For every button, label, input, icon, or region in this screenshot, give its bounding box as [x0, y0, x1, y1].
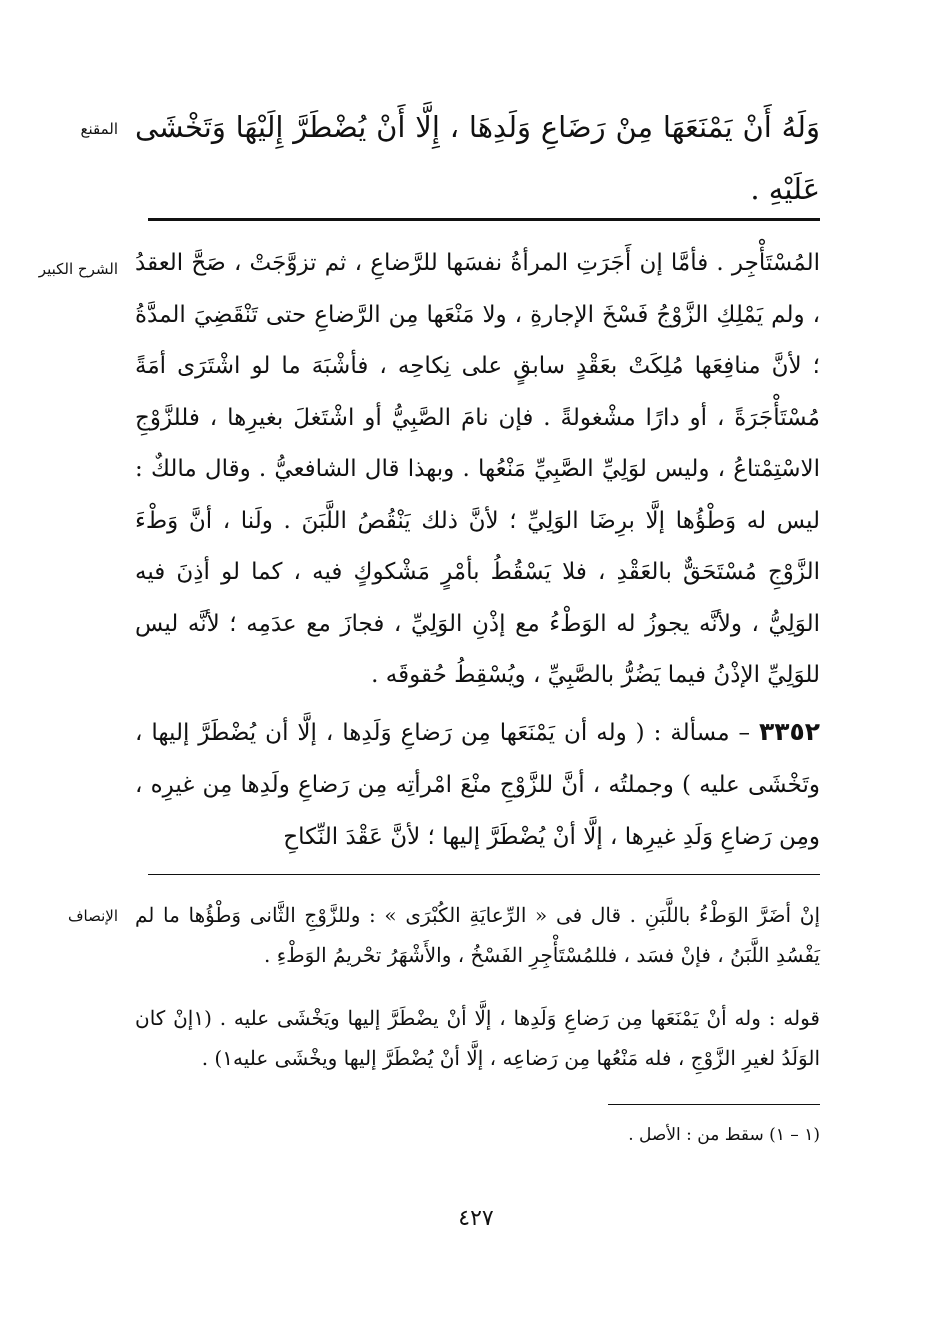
muqni-text: وَلَهُ أَنْ يَمْنَعَهَا مِنْ رَضَاعِ وَلَدِهَا ، إِلَّا أَنْ يُضْطَرَّ إِلَيْهَا وَتَخْشَى عَلَيْهِ .	[135, 110, 820, 206]
masala-number: ٣٣٥٢	[758, 717, 820, 746]
footnote-divider	[608, 1104, 820, 1105]
section-divider-thin	[148, 874, 820, 875]
sharh-text-block	[135, 238, 820, 702]
footnote-block	[135, 1120, 820, 1150]
muqni-text-block	[135, 96, 820, 220]
qawluh-text-block	[135, 998, 820, 1078]
sharh-label: الشرح الكبير	[38, 260, 118, 278]
qawluh-text: قوله : وله أنْ يَمْنَعَها مِن رَضاعِ وَلَدِها ، إلَّا أنْ يضْطَرَّ إليها ويَخْشَى عليه . (١إنْ كان الوَلَدُ لغيرِ الزَّوْجِ ، فله مَنْعُها مِن رَضاعِه ، إلَّا أنْ يُضْطَرَّ إليها ويخْشَى عليه١) .	[135, 1006, 820, 1070]
sharh-text: المُسْتَأْجِر . فأمَّا إن أَجَرَتِ المرأةُ نفسَها للرَّضاعِ ، ثم تزوَّجَتْ ، صَحَّ العقدُ ، ولم يَمْلِكِ الزَّوْجُ فَسْخَ الإجارةِ ، ولا مَنْعَها مِن الرَّضاعِ حتى تَنْقَضِيَ المدَّةُ ؛ لأنَّ منافِعَها مُلِكَتْ بعَقْدٍ سابقٍ على نِكاحِه ، فأشْبَهَ ما لو اشْتَرَى أمَةً مُسْتَأْجَرَةً ، أو دارًا مشْغولةً . فإن نامَ الصَّبِيُّ أو اشْتَغلَ بغيرِها ، فللزَّوْجِ الاسْتِمْتاعُ ، وليس لوَلِيِّ الصَّبِيِّ مَنْعُها . وبهذا قال الشافعيُّ . وقال مالكٌ : ليس له وَطْؤُها إلَّا برِضَا الوَلِيِّ ؛ لأنَّ ذلك يَنْقُصُ اللَّبَنَ . ولَنا ، أنَّ وَطْءَ الزَّوْجِ مُسْتَحَقٌّ بالعَقْدِ ، فلا يَسْقُطُ بأمْرٍ مَشْكوكٍ فيه ، كما لو أذِنَ فيه الوَلِيُّ ، ولأنَّه يجوزُ له الوَطْءُ مع إذْنِ الوَلِيِّ ، فجازَ مع عدَمِه ؛ لأنَّه ليس للوَلِيِّ الإذْنُ فيما يَضُرُّ بالصَّبِيِّ ، ويُسْقِطُ حُقوقَه .	[135, 250, 820, 688]
section-divider-thick	[148, 218, 820, 221]
masala-text: – مسألة : ( وله أن يَمْنَعَها مِن رَضاعِ وَلَدِها ، إلَّا أن يُضْطَرَّ إليها ، وتَخْشَى عليه ) وجملتُه ، أنَّ للزَّوْجِ منْعَ امْرأتِه مِن رَضاعِ ولَدِها مِن غيرِه ، ومِن رَضاعِ وَلَدِ غيرِها ، إلَّا أنْ يُضْطَرَّ إليها ؛ لأنَّ عَقْدَ النِّكاحِ	[135, 720, 820, 850]
masala-block	[135, 706, 820, 863]
insaf-label: الإنصاف	[67, 907, 118, 925]
footnote-text: (١ – ١) سقط من : الأصل .	[628, 1125, 820, 1145]
page-number: ٤٢٧	[458, 1206, 494, 1231]
insaf-text: إنْ أضَرَّ الوَطْءُ باللَّبَنِ . قال فى « الرِّعايَةِ الكُبْرَى » : وللزَّوْجِ الثَّانى وَطْؤُها ما لم يَفْسُدِ اللَّبَنُ ، فإنْ فسَد ، فللمُسْتَأْجِرِ الفَسْخُ ، والأَشْهَرُ تحْريمُ الوَطْءِ .	[135, 903, 820, 967]
masala-paragraph	[135, 706, 820, 863]
insaf-text-block	[135, 895, 820, 975]
muqni-label: المقنع	[80, 120, 118, 138]
